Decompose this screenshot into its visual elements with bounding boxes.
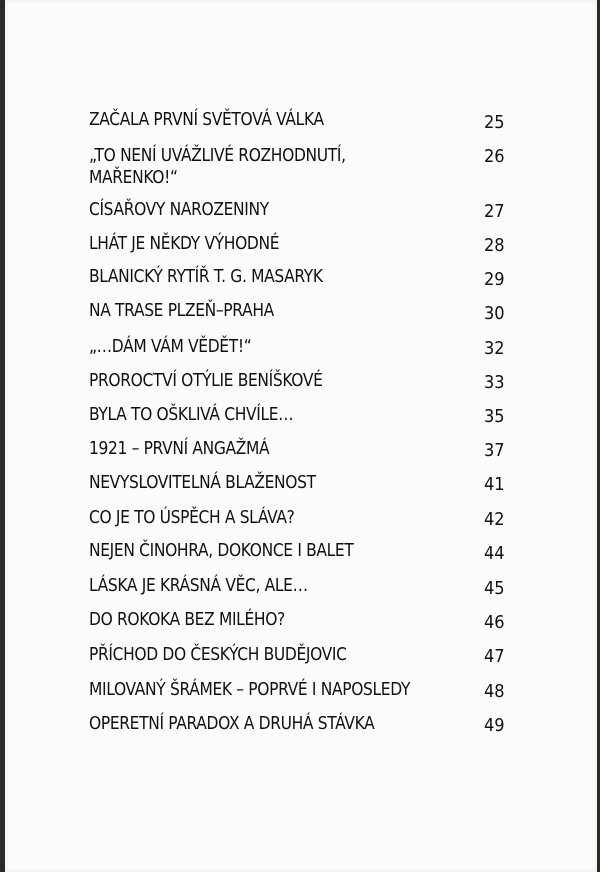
toc-entry-title: BLANICKÝ RYTÍŘ T. G. MASARYK bbox=[89, 266, 323, 287]
toc-entry-title: ZAČALA PRVNÍ SVĚTOVÁ VÁLKA bbox=[89, 109, 324, 130]
toc-entry-page: 44 bbox=[484, 543, 505, 564]
toc-entry-title: NA TRASE PLZEŇ–PRAHA bbox=[89, 300, 274, 321]
toc-entry-title: OPERETNÍ PARADOX A DRUHÁ STÁVKA bbox=[89, 713, 375, 734]
toc-entry-title bbox=[89, 145, 467, 189]
toc-entry-title: „…DÁM VÁM VĚDĚT!“ bbox=[89, 336, 252, 357]
toc-entry-title-line: „TO NENÍ UVÁŽLIVÉ ROZHODNUTÍ, bbox=[89, 145, 346, 166]
toc-entry-title-line: MAŘENKO!“ bbox=[89, 167, 178, 188]
toc-entry-page: 28 bbox=[484, 235, 505, 256]
toc-entry-title: PŘÍCHOD DO ČESKÝCH BUDĚJOVIC bbox=[89, 644, 347, 665]
toc-entry-page: 27 bbox=[484, 201, 505, 222]
toc-entry-title: CO JE TO ÚSPĚCH A SLÁVA? bbox=[89, 507, 295, 528]
toc-entry-page: 29 bbox=[484, 269, 505, 290]
toc-entry-page: 45 bbox=[484, 578, 505, 599]
toc-entry-title: NEVYSLOVITELNÁ BLAŽENOST bbox=[89, 472, 316, 493]
toc-entry-page: 48 bbox=[484, 681, 505, 702]
toc-entry-page: 46 bbox=[484, 612, 505, 633]
toc-entry-title: MILOVANÝ ŠRÁMEK – POPRVÉ I NAPOSLEDY bbox=[89, 679, 411, 700]
toc-entry-title: CÍSAŘOVY NAROZENINY bbox=[89, 199, 269, 220]
toc-entry-title: DO ROKOKA BEZ MILÉHO? bbox=[89, 609, 285, 630]
toc-entry-page: 47 bbox=[484, 646, 505, 667]
toc-entry-title: 1921 – PRVNÍ ANGAŽMÁ bbox=[89, 438, 270, 459]
toc-entry-page: 49 bbox=[484, 715, 505, 736]
toc-entry-page: 26 bbox=[484, 146, 505, 167]
toc-entry-page: 33 bbox=[484, 372, 505, 393]
toc-entry-title: NEJEN ČINOHRA, DOKONCE I BALET bbox=[89, 540, 354, 561]
toc-entry-page: 41 bbox=[484, 474, 505, 495]
toc-entry-title: BYLA TO OŠKLIVÁ CHVÍLE… bbox=[89, 404, 294, 425]
toc-entry-page: 35 bbox=[484, 406, 505, 427]
toc-entry-title: LHÁT JE NĚKDY VÝHODNÉ bbox=[89, 233, 280, 254]
toc-entry-page: 37 bbox=[484, 440, 505, 461]
toc-entry-page: 25 bbox=[484, 112, 505, 133]
toc-entry-title: PROROCTVÍ OTÝLIE BENÍŠKOVÉ bbox=[89, 370, 323, 391]
toc-entry-page: 42 bbox=[484, 509, 505, 530]
toc-entry-page: 30 bbox=[484, 303, 505, 324]
toc-entry-title: LÁSKA JE KRÁSNÁ VĚC, ALE… bbox=[89, 575, 308, 596]
toc-entry-page: 32 bbox=[484, 338, 505, 359]
